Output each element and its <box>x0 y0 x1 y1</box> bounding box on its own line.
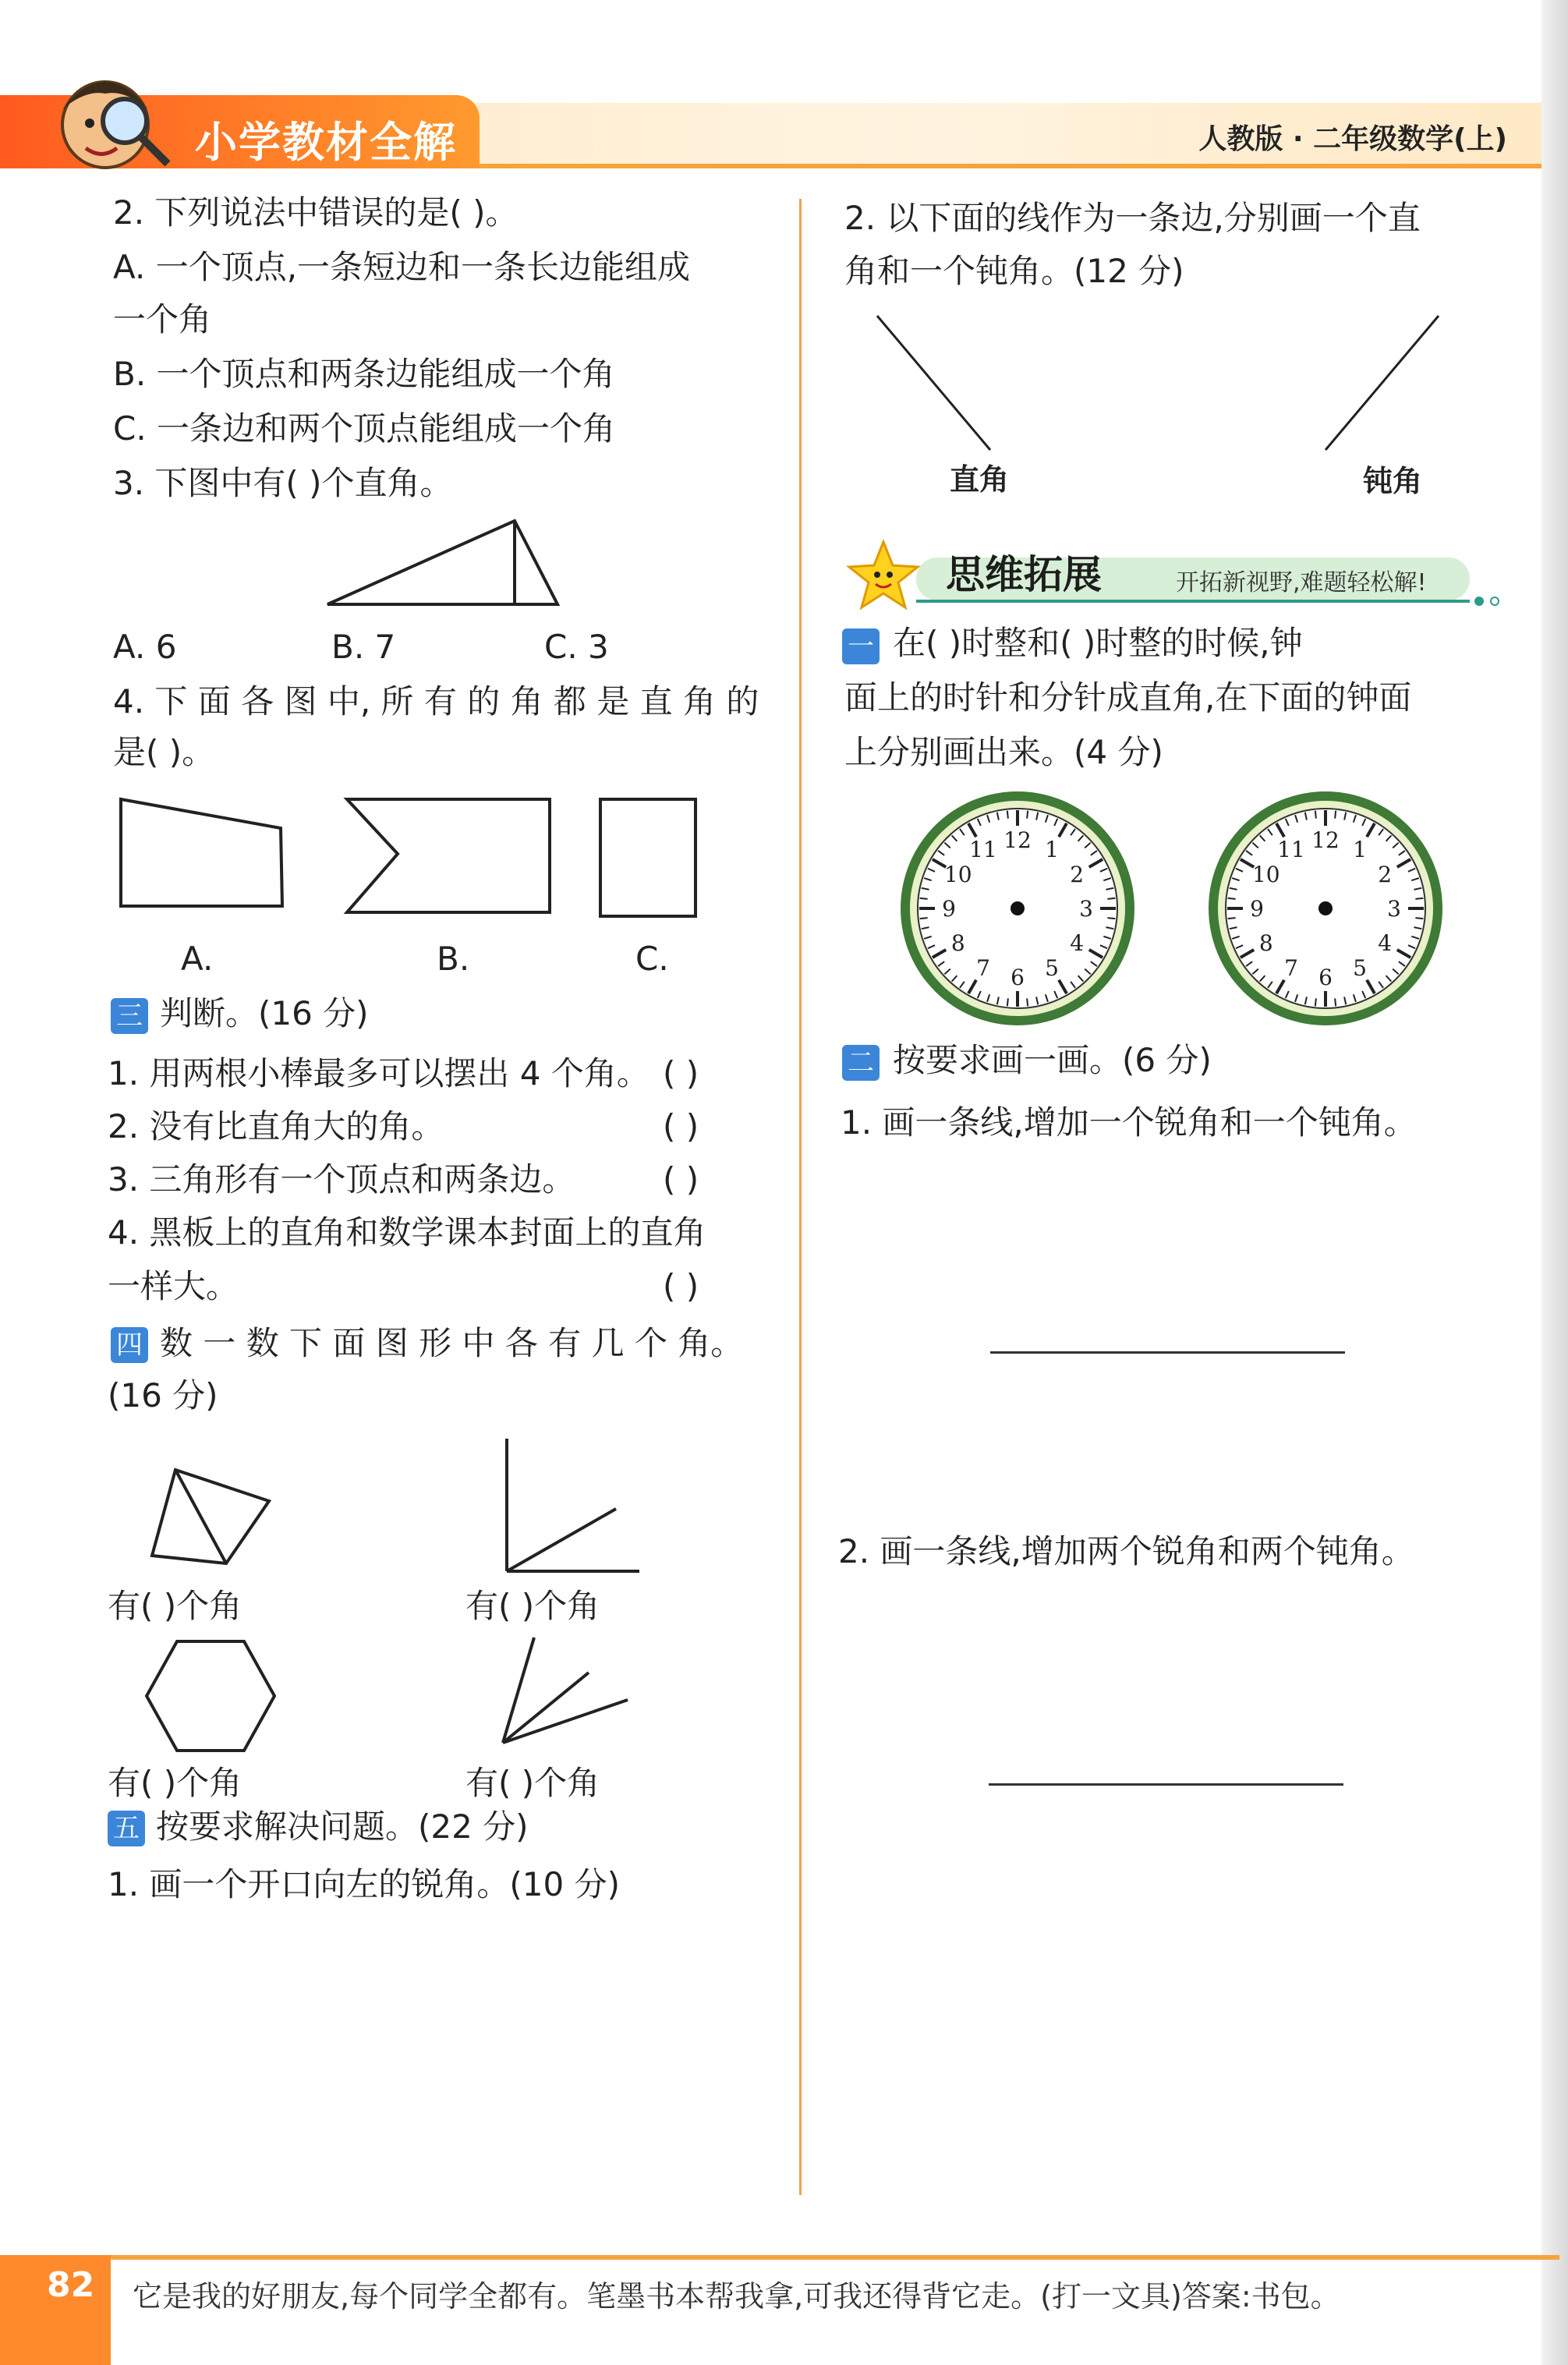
clock-tick <box>1335 811 1336 819</box>
clock-tick <box>1027 998 1028 1006</box>
clock-tick <box>1335 998 1336 1006</box>
book-title: 小学教材全解 <box>195 118 457 167</box>
section5-drawing-area[interactable] <box>108 1918 778 2215</box>
clock-tick <box>1027 811 1028 819</box>
clock-number: 5 <box>1045 955 1059 982</box>
judge-item-4-cont: 一样大。 <box>108 1267 239 1305</box>
clock-tick <box>1228 918 1236 919</box>
clock-number: 7 <box>1284 955 1298 982</box>
ext1-line2: 面上的时针和分针成直角,在下面的钟面 <box>844 678 1412 717</box>
clock-tick <box>1107 898 1115 899</box>
clock-number: 1 <box>1353 836 1367 862</box>
banner-slogan: 开拓新视野,难题轻松解! <box>1176 569 1427 597</box>
count-figure-quad <box>140 1462 288 1571</box>
clock-number: 11 <box>1277 836 1305 862</box>
clock-number: 6 <box>1318 965 1333 990</box>
q3-stem: 3. 下图中有( )个直角。 <box>113 464 453 502</box>
clock-number: 10 <box>943 862 972 887</box>
clock-tick <box>1007 998 1008 1006</box>
footer-bar <box>0 2255 1559 2260</box>
clock-tick <box>1107 918 1115 919</box>
section5-tag: 五 <box>108 1811 145 1846</box>
q3-option-a: A. 6 <box>113 628 177 666</box>
right-q2-stem-cont: 角和一个钝角。(12 分) <box>844 252 1184 290</box>
q3-triangle-figure <box>320 515 600 616</box>
q2-option-a: A. 一个顶点,一条短边和一条长边能组成 <box>113 248 691 286</box>
section5-q1: 1. 画一个开口向左的锐角。(10 分) <box>108 1865 620 1903</box>
judge-item-2: 2. 没有比直角大的角。 <box>108 1107 444 1145</box>
count-figure-angles <box>495 1431 651 1583</box>
page-edge <box>1541 0 1568 2365</box>
ext1-line1: 在( )时整和( )时整的时候,钟 <box>893 624 1303 662</box>
label-right-angle: 直角 <box>950 462 1010 497</box>
judge-paren-2[interactable]: ( ) <box>663 1107 699 1145</box>
ext1-tag: 一 <box>842 628 880 664</box>
footer-riddle: 它是我的好朋友,每个同学全都有。笔墨书本帮我拿,可我还得背它走。(打一文具)答案:书包。 <box>133 2279 1340 2314</box>
clock-tick <box>920 918 928 919</box>
clock-face-right[interactable] <box>1205 788 1446 1029</box>
section3-title: 判断。(16 分) <box>160 994 369 1032</box>
clock-number: 3 <box>1079 896 1093 922</box>
q4-label-a: A. <box>181 940 214 978</box>
count-figure-hexagon <box>140 1634 281 1758</box>
clock-center <box>1011 901 1025 915</box>
q4-label-c: C. <box>635 940 669 978</box>
clock-number: 10 <box>1251 862 1280 887</box>
clock-number: 4 <box>1378 930 1393 956</box>
section4-title-cont: (16 分) <box>108 1376 218 1414</box>
section4-tag: 四 <box>111 1327 148 1363</box>
judge-item-1: 1. 用两根小棒最多可以摆出 4 个角。 <box>108 1054 649 1092</box>
section5-title: 按要求解决问题。(22 分) <box>156 1807 529 1846</box>
clock-tick <box>920 898 928 899</box>
clock-number: 3 <box>1387 896 1401 922</box>
count-answer-1: 有( )个角 <box>108 1587 242 1625</box>
clock-number: 11 <box>969 836 997 862</box>
count-answer-2: 有( )个角 <box>465 1587 600 1625</box>
clock-tick <box>1415 918 1423 919</box>
clock-number: 7 <box>976 955 990 982</box>
count-figure-rays <box>495 1630 651 1754</box>
clock-tick <box>1228 898 1236 899</box>
mascot-icon <box>31 55 187 179</box>
judge-paren-4[interactable]: ( ) <box>663 1267 699 1305</box>
q4-stem: 4. 下 面 各 图 中, 所 有 的 角 都 是 直 角 的 <box>113 682 759 720</box>
clock-tick <box>1007 811 1008 819</box>
right-q2-stem: 2. 以下面的线作为一条边,分别画一个直 <box>844 199 1421 237</box>
judge-item-4: 4. 黑板上的直角和数学课本封面上的直角 <box>108 1213 706 1252</box>
ext2-q1-line[interactable] <box>990 1351 1345 1354</box>
ext1-line3: 上分别画出来。(4 分) <box>844 733 1163 771</box>
clock-number: 2 <box>1070 862 1085 887</box>
label-obtuse-angle: 钝角 <box>1363 464 1423 498</box>
page-number: 82 <box>47 2265 95 2305</box>
q4-label-b: B. <box>437 940 470 978</box>
q3-option-b: B. 7 <box>331 628 396 666</box>
judge-item-3: 3. 三角形有一个顶点和两条边。 <box>108 1160 575 1198</box>
section3-tag: 三 <box>111 998 148 1034</box>
count-answer-3: 有( )个角 <box>108 1764 242 1802</box>
ext2-title: 按要求画一画。(6 分) <box>893 1041 1212 1079</box>
clock-tick <box>1415 898 1423 899</box>
clock-number: 12 <box>1311 827 1340 853</box>
q2-option-a-cont: 一个角 <box>113 300 212 338</box>
count-answer-4: 有( )个角 <box>465 1764 600 1802</box>
clock-number: 5 <box>1353 955 1367 982</box>
q2-stem: 2. 下列说法中错误的是( )。 <box>113 193 519 232</box>
clock-number: 6 <box>1011 965 1025 990</box>
banner-title: 思维拓展 <box>946 552 1102 597</box>
clock-face-left[interactable] <box>897 788 1138 1029</box>
clock-number: 9 <box>942 896 956 922</box>
q4-stem-cont: 是( )。 <box>113 733 215 771</box>
q3-option-c: C. 3 <box>544 628 609 666</box>
clock-number: 4 <box>1070 930 1085 956</box>
q2-option-c: C. 一条边和两个顶点能组成一个角 <box>113 409 616 448</box>
given-lines-figure <box>865 308 1481 464</box>
clock-number: 12 <box>1003 827 1032 853</box>
clock-tick <box>1315 811 1316 819</box>
clock-number: 8 <box>1258 930 1273 956</box>
ext2-q1: 1. 画一条线,增加一个锐角和一个钝角。 <box>841 1103 1417 1142</box>
judge-paren-1[interactable]: ( ) <box>663 1054 699 1092</box>
clock-tick <box>1315 998 1316 1006</box>
clock-number: 9 <box>1250 896 1264 922</box>
ext2-q2: 2. 画一条线,增加两个锐角和两个钝角。 <box>838 1532 1414 1570</box>
edition-label: 人教版 · 二年级数学(上) <box>1198 123 1507 155</box>
q4-shapes-figure <box>109 788 717 928</box>
judge-paren-3[interactable]: ( ) <box>663 1160 699 1198</box>
clock-center <box>1318 901 1333 915</box>
column-divider <box>799 199 802 2195</box>
clock-number: 8 <box>950 930 965 956</box>
q2-option-b: B. 一个顶点和两条边能组成一个角 <box>113 355 615 393</box>
ext2-tag: 二 <box>842 1045 880 1081</box>
section4-title: 数 一 数 下 面 图 形 中 各 有 几 个 角。 <box>160 1324 744 1362</box>
clock-number: 1 <box>1045 836 1059 862</box>
ext2-q2-line[interactable] <box>989 1783 1343 1786</box>
clock-number: 2 <box>1378 862 1393 887</box>
